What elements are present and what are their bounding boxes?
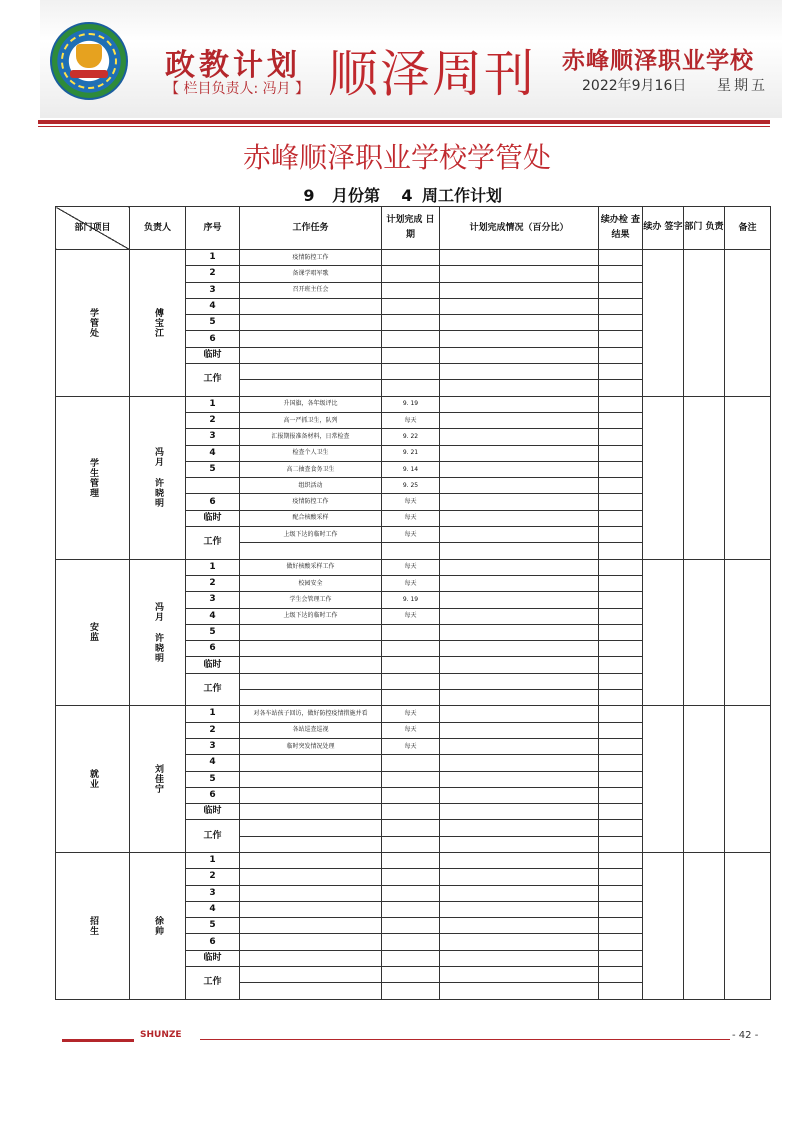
header-divider xyxy=(38,120,770,124)
task-cell xyxy=(240,885,382,901)
check-cell xyxy=(599,967,643,983)
date-cell: 9. 25 xyxy=(382,478,440,494)
progress-cell xyxy=(440,820,599,836)
task-cell xyxy=(240,657,382,673)
footer-brand: SHUNZE xyxy=(140,1030,182,1040)
progress-cell xyxy=(440,559,599,575)
seq-cell: 4 xyxy=(186,445,240,461)
seq-cell: 5 xyxy=(186,624,240,640)
progress-cell xyxy=(440,575,599,591)
task-cell xyxy=(240,673,382,689)
task-cell: 疫情防控工作 xyxy=(240,250,382,266)
progress-cell xyxy=(440,494,599,510)
memo-cell xyxy=(725,706,771,853)
progress-cell xyxy=(440,250,599,266)
check-cell xyxy=(599,690,643,706)
table-row xyxy=(56,396,771,412)
column-title: 政教计划 xyxy=(165,48,301,83)
task-cell xyxy=(240,298,382,314)
task-cell xyxy=(240,690,382,706)
check-cell xyxy=(599,869,643,885)
check-cell xyxy=(599,983,643,999)
progress-cell xyxy=(440,657,599,673)
date-cell: 每天 xyxy=(382,738,440,754)
task-cell xyxy=(240,983,382,999)
dept-cell: 招生 xyxy=(56,852,130,999)
date-cell: 每天 xyxy=(382,412,440,428)
date-cell xyxy=(382,755,440,771)
progress-cell xyxy=(440,722,599,738)
temp-label-cell: 工作 xyxy=(186,364,240,397)
date-cell: 每天 xyxy=(382,608,440,624)
date-cell xyxy=(382,771,440,787)
check-cell xyxy=(599,364,643,380)
task-cell: 对各车站孩子回访，做好防控疫情措施并看 xyxy=(240,706,382,722)
progress-cell xyxy=(440,934,599,950)
sign-cell xyxy=(643,396,684,559)
seq-cell: 5 xyxy=(186,461,240,477)
date-cell: 每天 xyxy=(382,722,440,738)
progress-cell xyxy=(440,624,599,640)
owner-cell: 傅宝江 xyxy=(130,250,186,397)
seq-cell: 1 xyxy=(186,396,240,412)
task-cell: 校园安全 xyxy=(240,575,382,591)
date-cell: 9. 22 xyxy=(382,429,440,445)
date-cell xyxy=(382,918,440,934)
header-seq: 序号 xyxy=(186,207,240,250)
seq-cell: 4 xyxy=(186,901,240,917)
progress-cell xyxy=(440,445,599,461)
task-cell xyxy=(240,901,382,917)
date-cell xyxy=(382,836,440,852)
check-cell xyxy=(599,771,643,787)
progress-cell xyxy=(440,461,599,477)
task-cell: 配合核酸采样 xyxy=(240,510,382,526)
date-cell xyxy=(382,347,440,363)
date-cell xyxy=(382,901,440,917)
date-cell xyxy=(382,364,440,380)
progress-cell xyxy=(440,527,599,543)
date-cell: 每天 xyxy=(382,494,440,510)
date-cell: 9. 19 xyxy=(382,592,440,608)
task-cell: 高二抽查食务卫生 xyxy=(240,461,382,477)
seq-cell: 2 xyxy=(186,412,240,428)
date-cell xyxy=(382,950,440,966)
check-cell xyxy=(599,641,643,657)
dept-cell: 学生管理 xyxy=(56,396,130,559)
task-cell xyxy=(240,869,382,885)
owner-cell: 冯月 许晓明 xyxy=(130,559,186,706)
seq-cell: 2 xyxy=(186,869,240,885)
check-cell xyxy=(599,901,643,917)
date-cell: 9. 21 xyxy=(382,445,440,461)
check-cell xyxy=(599,852,643,868)
task-cell xyxy=(240,755,382,771)
table-row xyxy=(56,852,771,868)
task-cell xyxy=(240,315,382,331)
date-cell xyxy=(382,266,440,282)
dept-head-cell xyxy=(684,559,725,706)
check-cell xyxy=(599,608,643,624)
sign-cell xyxy=(643,852,684,999)
progress-cell xyxy=(440,478,599,494)
sign-cell xyxy=(643,250,684,397)
progress-cell xyxy=(440,950,599,966)
check-cell xyxy=(599,543,643,559)
task-cell: 做好核酸采样工作 xyxy=(240,559,382,575)
seq-cell: 1 xyxy=(186,852,240,868)
task-cell: 高一严抓卫生，队列 xyxy=(240,412,382,428)
task-cell xyxy=(240,331,382,347)
check-cell xyxy=(599,592,643,608)
progress-cell xyxy=(440,608,599,624)
dept-head-cell xyxy=(684,396,725,559)
date-cell xyxy=(382,885,440,901)
seq-cell: 5 xyxy=(186,771,240,787)
date-cell: 每天 xyxy=(382,527,440,543)
seq-cell: 4 xyxy=(186,755,240,771)
check-cell xyxy=(599,706,643,722)
date-cell xyxy=(382,298,440,314)
check-cell xyxy=(599,527,643,543)
seq-cell: 3 xyxy=(186,738,240,754)
check-cell xyxy=(599,315,643,331)
progress-cell xyxy=(440,836,599,852)
task-cell: 检查个人卫生 xyxy=(240,445,382,461)
date-cell xyxy=(382,657,440,673)
seq-cell: 5 xyxy=(186,918,240,934)
check-cell xyxy=(599,885,643,901)
header-sign: 续办 签字 xyxy=(643,207,684,250)
seq-cell: 1 xyxy=(186,250,240,266)
date-cell: 每天 xyxy=(382,559,440,575)
header-check-result: 续办检 查结果 xyxy=(599,207,643,250)
publication-name: 顺泽周刊 xyxy=(328,45,536,103)
task-cell: 升国旗，各年级评比 xyxy=(240,396,382,412)
seq-cell: 6 xyxy=(186,331,240,347)
check-cell xyxy=(599,934,643,950)
date-cell xyxy=(382,787,440,803)
temp-label-cell: 临时 xyxy=(186,347,240,363)
date-cell: 每天 xyxy=(382,575,440,591)
check-cell xyxy=(599,755,643,771)
temp-label-cell: 工作 xyxy=(186,967,240,1000)
progress-cell xyxy=(440,673,599,689)
task-cell xyxy=(240,624,382,640)
check-cell xyxy=(599,950,643,966)
seq-cell: 6 xyxy=(186,494,240,510)
progress-cell xyxy=(440,364,599,380)
progress-cell xyxy=(440,738,599,754)
task-cell xyxy=(240,967,382,983)
check-cell xyxy=(599,738,643,754)
dept-head-cell xyxy=(684,250,725,397)
issue-date: 2022年9月16日 xyxy=(582,78,687,94)
date-cell xyxy=(382,641,440,657)
sign-cell xyxy=(643,706,684,853)
check-cell xyxy=(599,804,643,820)
progress-cell xyxy=(440,543,599,559)
date-cell xyxy=(382,820,440,836)
task-cell: 汇报期报准备材料，日常检查 xyxy=(240,429,382,445)
check-cell xyxy=(599,331,643,347)
check-cell xyxy=(599,250,643,266)
temp-label-cell: 工作 xyxy=(186,673,240,706)
progress-cell xyxy=(440,331,599,347)
temp-label-cell: 工作 xyxy=(186,820,240,853)
date-cell xyxy=(382,331,440,347)
progress-cell xyxy=(440,885,599,901)
check-cell xyxy=(599,624,643,640)
memo-cell xyxy=(725,852,771,999)
date-cell xyxy=(382,869,440,885)
seq-cell: 2 xyxy=(186,575,240,591)
progress-cell xyxy=(440,771,599,787)
seq-cell: 4 xyxy=(186,298,240,314)
check-cell xyxy=(599,347,643,363)
subtitle-month: 9 xyxy=(303,186,315,205)
progress-cell xyxy=(440,755,599,771)
owner-cell: 冯月 许晓明 xyxy=(130,396,186,559)
progress-cell xyxy=(440,690,599,706)
progress-cell xyxy=(440,266,599,282)
check-cell xyxy=(599,820,643,836)
progress-cell xyxy=(440,282,599,298)
check-cell xyxy=(599,559,643,575)
memo-cell xyxy=(725,559,771,706)
seq-cell: 6 xyxy=(186,787,240,803)
table-row xyxy=(56,250,771,266)
temp-label-cell: 临时 xyxy=(186,950,240,966)
progress-cell xyxy=(440,412,599,428)
school-name: 赤峰顺泽职业学校 xyxy=(562,48,754,74)
task-cell xyxy=(240,820,382,836)
task-cell xyxy=(240,641,382,657)
check-cell xyxy=(599,266,643,282)
progress-cell xyxy=(440,804,599,820)
task-cell: 上级下达的临时工作 xyxy=(240,527,382,543)
header-progress: 计划完成情况（百分比） xyxy=(440,207,599,250)
seq-cell: 6 xyxy=(186,934,240,950)
progress-cell xyxy=(440,706,599,722)
header-divider-thin xyxy=(38,126,770,127)
seq-cell: 3 xyxy=(186,282,240,298)
table-header-row xyxy=(56,207,771,250)
dept-cell: 安监 xyxy=(56,559,130,706)
seq-cell: 2 xyxy=(186,266,240,282)
date-cell xyxy=(382,315,440,331)
school-logo-icon xyxy=(50,22,128,100)
subtitle-week-label: 周工作计划 xyxy=(422,186,503,205)
seq-cell: 4 xyxy=(186,608,240,624)
sign-cell xyxy=(643,559,684,706)
dept-cell: 就业 xyxy=(56,706,130,853)
check-cell xyxy=(599,445,643,461)
task-cell xyxy=(240,347,382,363)
progress-cell xyxy=(440,967,599,983)
check-cell xyxy=(599,412,643,428)
header-plan-date: 计划完成 日期 xyxy=(382,207,440,250)
date-cell: 每天 xyxy=(382,706,440,722)
seq-cell: 5 xyxy=(186,315,240,331)
task-cell xyxy=(240,364,382,380)
task-cell xyxy=(240,787,382,803)
check-cell xyxy=(599,836,643,852)
task-cell: 备课学唱军歌 xyxy=(240,266,382,282)
progress-cell xyxy=(440,315,599,331)
progress-cell xyxy=(440,869,599,885)
progress-cell xyxy=(440,592,599,608)
check-cell xyxy=(599,298,643,314)
memo-cell xyxy=(725,250,771,397)
progress-cell xyxy=(440,510,599,526)
progress-cell xyxy=(440,641,599,657)
task-cell xyxy=(240,771,382,787)
owner-cell: 徐帅 xyxy=(130,852,186,999)
header-dept-head: 部门 负责 xyxy=(684,207,725,250)
check-cell xyxy=(599,282,643,298)
date-cell xyxy=(382,673,440,689)
task-cell xyxy=(240,380,382,396)
progress-cell xyxy=(440,918,599,934)
check-cell xyxy=(599,478,643,494)
dept-head-cell xyxy=(684,852,725,999)
seq-cell: 1 xyxy=(186,706,240,722)
column-editor: 【 栏目负责人: 冯月 】 xyxy=(165,81,310,97)
check-cell xyxy=(599,918,643,934)
temp-label-cell: 工作 xyxy=(186,527,240,560)
progress-cell xyxy=(440,347,599,363)
owner-cell: 刘佳宁 xyxy=(130,706,186,853)
table-row xyxy=(56,559,771,575)
work-plan-table xyxy=(55,206,771,1000)
seq-cell: 3 xyxy=(186,429,240,445)
task-cell xyxy=(240,934,382,950)
check-cell xyxy=(599,787,643,803)
date-cell xyxy=(382,967,440,983)
task-cell: 各站巡查巡视 xyxy=(240,722,382,738)
date-cell xyxy=(382,804,440,820)
task-cell: 组织活动 xyxy=(240,478,382,494)
task-cell xyxy=(240,950,382,966)
temp-label-cell: 临时 xyxy=(186,804,240,820)
task-cell xyxy=(240,836,382,852)
progress-cell xyxy=(440,396,599,412)
date-cell xyxy=(382,380,440,396)
seq-cell: 6 xyxy=(186,641,240,657)
dept-head-cell xyxy=(684,706,725,853)
date-cell xyxy=(382,250,440,266)
plan-subtitle xyxy=(286,186,546,207)
page-number: - 42 - xyxy=(732,1030,759,1041)
task-cell xyxy=(240,543,382,559)
header-task: 工作任务 xyxy=(240,207,382,250)
issue-weekday: 星期五 xyxy=(717,78,768,94)
temp-label-cell: 临时 xyxy=(186,510,240,526)
subtitle-week: 4 xyxy=(401,186,413,205)
date-cell xyxy=(382,543,440,559)
check-cell xyxy=(599,657,643,673)
check-cell xyxy=(599,396,643,412)
date-cell: 每天 xyxy=(382,510,440,526)
table-row xyxy=(56,706,771,722)
date-cell xyxy=(382,690,440,706)
task-cell: 召开班主任会 xyxy=(240,282,382,298)
date-cell: 9. 19 xyxy=(382,396,440,412)
date-cell: 9. 14 xyxy=(382,461,440,477)
progress-cell xyxy=(440,429,599,445)
task-cell: 学生会管理工作 xyxy=(240,592,382,608)
task-cell: 上级下达的临时工作 xyxy=(240,608,382,624)
date-cell xyxy=(382,852,440,868)
task-cell xyxy=(240,804,382,820)
task-cell xyxy=(240,918,382,934)
seq-cell xyxy=(186,478,240,494)
progress-cell xyxy=(440,901,599,917)
progress-cell xyxy=(440,298,599,314)
date-cell xyxy=(382,983,440,999)
progress-cell xyxy=(440,852,599,868)
seq-cell: 2 xyxy=(186,722,240,738)
footer-accent xyxy=(62,1039,134,1042)
header-dept: 部门项目 xyxy=(56,207,130,250)
seq-cell: 3 xyxy=(186,885,240,901)
task-cell: 疫情防控工作 xyxy=(240,494,382,510)
task-cell: 临时突发情况处理 xyxy=(240,738,382,754)
dept-cell: 学管处 xyxy=(56,250,130,397)
date-cell xyxy=(382,282,440,298)
check-cell xyxy=(599,722,643,738)
footer-divider xyxy=(200,1039,730,1040)
date-cell xyxy=(382,934,440,950)
header-owner: 负责人 xyxy=(130,207,186,250)
check-cell xyxy=(599,673,643,689)
date-cell xyxy=(382,624,440,640)
seq-cell: 1 xyxy=(186,559,240,575)
check-cell xyxy=(599,380,643,396)
seq-cell: 3 xyxy=(186,592,240,608)
temp-label-cell: 临时 xyxy=(186,657,240,673)
progress-cell xyxy=(440,983,599,999)
subtitle-month-label: 月份第 xyxy=(332,186,381,205)
check-cell xyxy=(599,575,643,591)
memo-cell xyxy=(725,396,771,559)
progress-cell xyxy=(440,787,599,803)
progress-cell xyxy=(440,380,599,396)
header-memo: 备注 xyxy=(725,207,771,250)
task-cell xyxy=(240,852,382,868)
check-cell xyxy=(599,494,643,510)
page-title: 赤峰顺泽职业学校学管处 xyxy=(242,141,551,174)
check-cell xyxy=(599,461,643,477)
check-cell xyxy=(599,429,643,445)
check-cell xyxy=(599,510,643,526)
